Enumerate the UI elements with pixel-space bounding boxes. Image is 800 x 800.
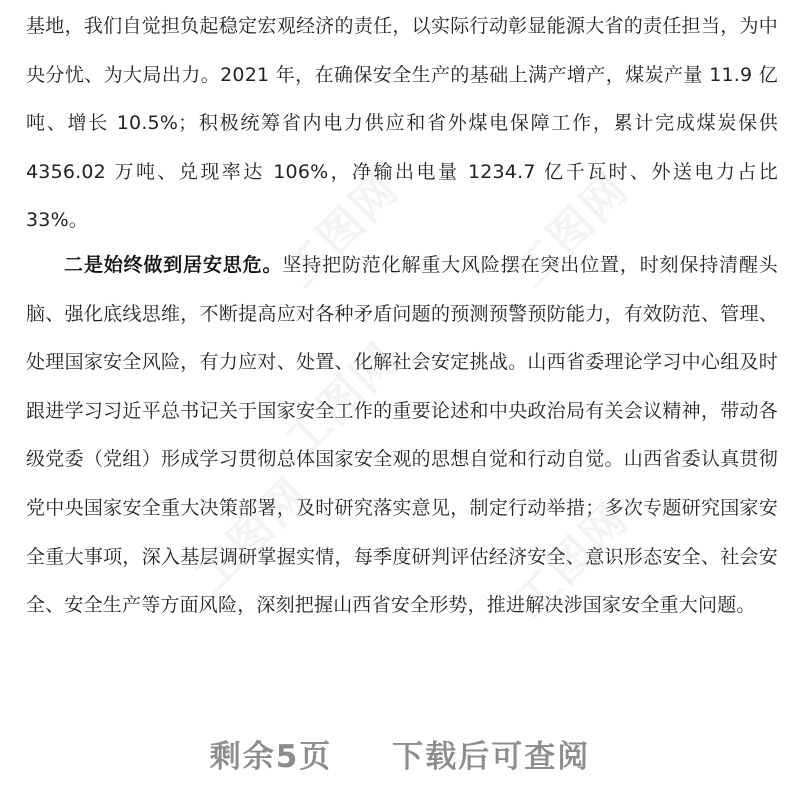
paragraph-2-body: 坚持把防范化解重大风险摆在突出位置，时刻保持清醒头脑、强化底线思维，不断提高应对各种矛盾问题的预测预警预防能力，有效防范、管理、处理国家安全风险，有力应对、处置、化解社会安定挑战。山西省委理论学习中心组及时跟进学习习近平总书记关于国家安全工作的重要论述和中央政治局有关会议精神，带动各级党委（党组）形成学习贯彻总体国家安全观的思想自觉和行动自觉。山西省委认真贯彻党中央国家安全重大决策部署，及时研究落实意见，制定行动举措；多次专题研究国家安全重大事项，深入基层调研掌握实情，每季度研判评估经济安全、意识形态安全、社会安全、安全生产等方面风险，深刻把握山西省安全形势，推进解决涉国家安全重大问题。 (26, 254, 778, 617)
paragraph-1: 基地，我们自觉担负起稳定宏观经济的责任，以实际行动彰显能源大省的责任担当，为中央分忧、为大局出力。2021 年，在确保安全生产的基础上满产增产，煤炭产量 11.9 亿吨、增长 10.5%；积极统筹省内电力供应和省外煤电保障工作，累计完成煤炭保供 4356.02 万吨、兑现率达 106%，净输出电量 1234.7 亿千瓦时、外送电力占比 33%。 (26, 15, 778, 232)
download-footer[interactable] (0, 728, 800, 778)
watermark: 工图网 (505, 493, 640, 628)
download-prompt-text[interactable]: 下载后可查阅 (392, 738, 591, 775)
remaining-pages-text: 剩余5页 (209, 738, 333, 775)
watermark: 工图网 (275, 163, 410, 298)
watermark: 工图网 (185, 468, 320, 603)
paragraph-2 (26, 241, 778, 630)
paragraph-2-lead: 二是始终做到居安思危。 (64, 254, 283, 276)
watermark: 工图网 (505, 163, 640, 298)
watermark: 工图网 (275, 333, 410, 468)
